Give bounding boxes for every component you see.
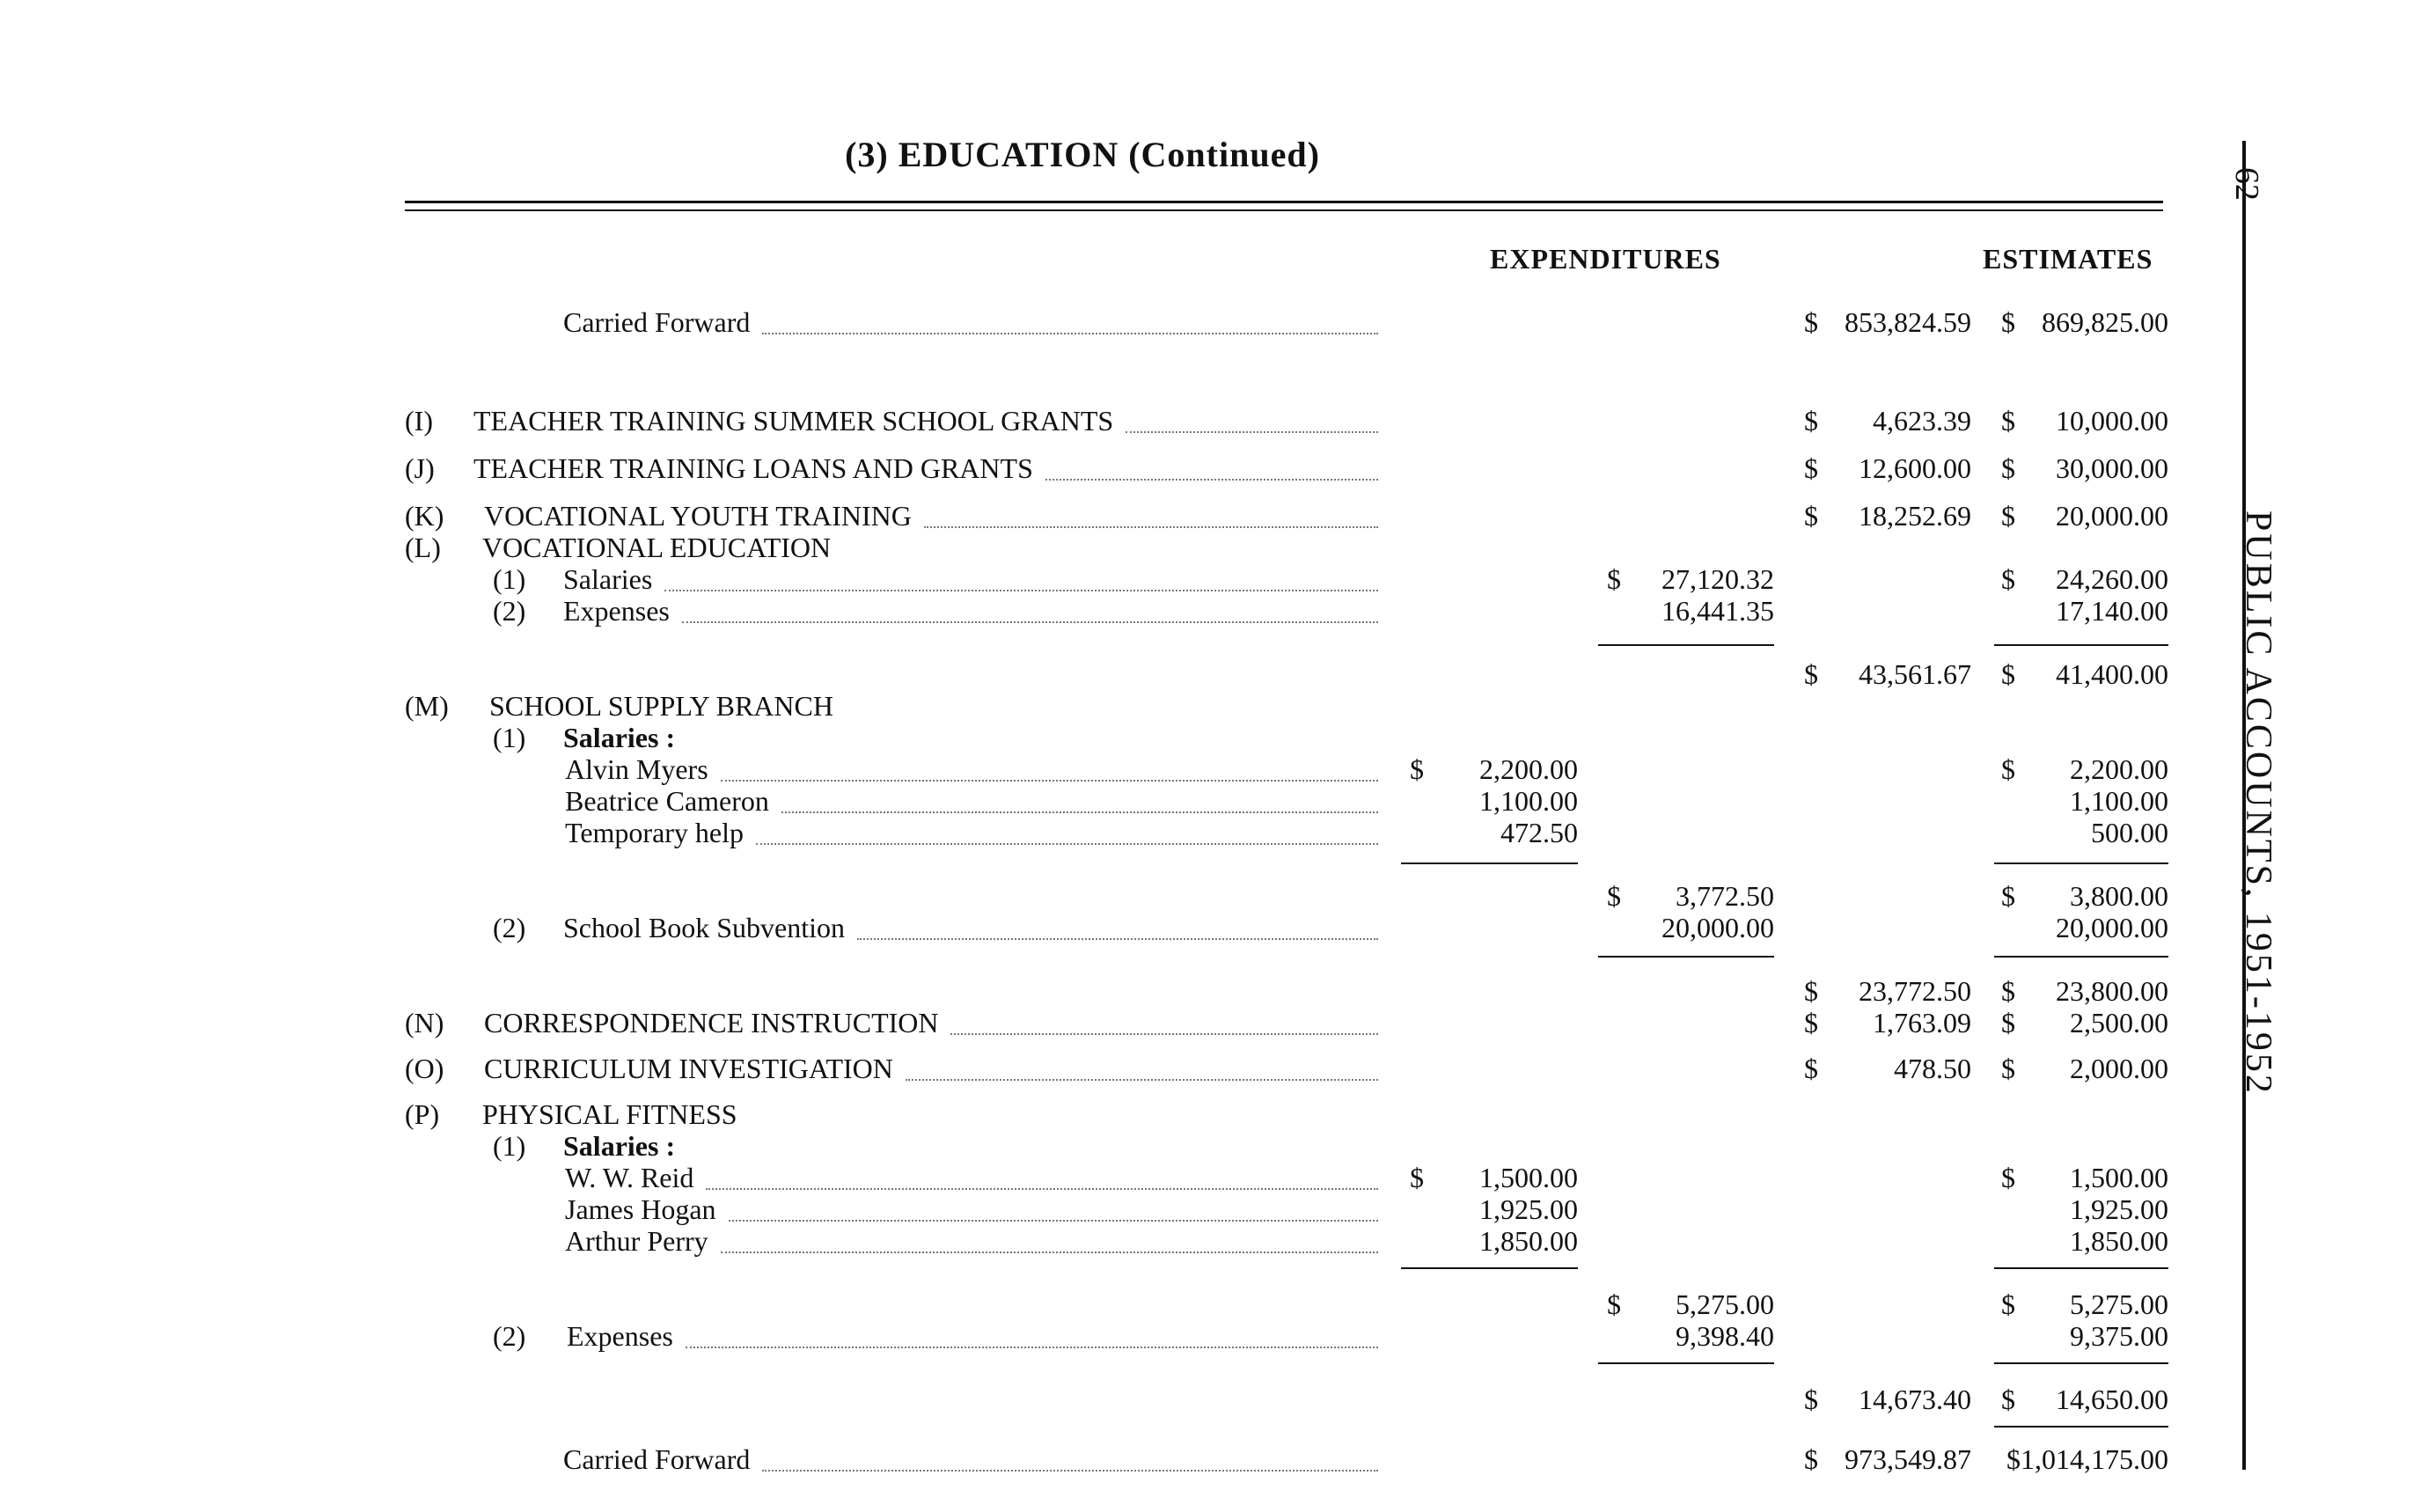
line-label: CORRESPONDENCE INSTRUCTION (484, 1007, 939, 1039)
line-label: Arthur Perry (565, 1225, 708, 1257)
table-row (0, 405, 2242, 437)
line-label: Expenses (567, 1320, 673, 1352)
total-underline (1994, 1267, 2168, 1269)
sub-amount: 27,120.32 (1661, 563, 1774, 595)
est-amount: 23,800.00 (2056, 975, 2168, 1007)
est-currency: $ (2001, 1053, 2015, 1084)
est-currency: $ (2001, 1162, 2015, 1193)
est-amount: 30,000.00 (2056, 452, 2168, 484)
total-currency: $ (1804, 1384, 1818, 1415)
total-amount: 23,772.50 (1859, 975, 1971, 1007)
line-label: Carried Forward (563, 1443, 751, 1475)
page-title: (3) EDUCATION (Continued) (845, 135, 1320, 174)
table-row (0, 817, 2242, 848)
est-currency: $ (2001, 306, 2015, 338)
section-code: (K) (405, 500, 444, 532)
section-code: (P) (405, 1098, 440, 1130)
total-currency: $ (1804, 1007, 1818, 1039)
est-amount: 3,800.00 (2070, 880, 2168, 912)
dot-leader (721, 753, 1378, 782)
dot-leader (756, 817, 1378, 845)
total-underline (1994, 644, 2168, 646)
table-row (0, 1193, 2242, 1225)
total-underline (1598, 644, 1774, 646)
total-amount: 14,673.40 (1859, 1384, 1971, 1415)
page-number: 62 (2228, 167, 2265, 201)
total-amount: 853,824.59 (1845, 306, 1971, 338)
dot-leader (924, 500, 1378, 528)
dot-leader (762, 306, 1378, 334)
est-amount: 41,400.00 (2056, 658, 2168, 690)
est-amount: 500.00 (2091, 817, 2168, 848)
line-label: CURRICULUM INVESTIGATION (484, 1053, 893, 1084)
title-rule (405, 201, 2163, 203)
line-label: Temporary help (565, 817, 745, 848)
est-amount: 20,000.00 (2056, 500, 2168, 532)
table-row (0, 1384, 2242, 1415)
dot-leader (950, 1007, 1378, 1035)
item-number: (1) (493, 1130, 526, 1162)
dot-leader (706, 1162, 1378, 1190)
total-underline (1994, 1426, 2168, 1428)
sub-amount: 5,275.00 (1676, 1288, 1774, 1320)
item-currency: $ (1410, 1162, 1424, 1193)
item-number: (2) (493, 912, 526, 943)
total-amount: 18,252.69 (1859, 500, 1971, 532)
line-label: School Book Subvention (563, 912, 846, 943)
estimates-heading: ESTIMATES (1983, 243, 2153, 275)
table-row (0, 722, 2242, 753)
est-currency: $ (2001, 1007, 2015, 1039)
table-row (0, 1288, 2242, 1320)
dot-leader (664, 563, 1378, 591)
line-label: SCHOOL SUPPLY BRANCH (489, 690, 833, 722)
est-currency: $ (2001, 405, 2015, 437)
est-currency: $ (2001, 753, 2015, 785)
table-row (0, 785, 2242, 817)
table-row (0, 658, 2242, 690)
total-currency: $ (1804, 452, 1818, 484)
dot-leader (857, 912, 1378, 940)
est-amount: 1,850.00 (2070, 1225, 2168, 1257)
total-underline (1598, 956, 1774, 958)
total-underline (1401, 862, 1578, 864)
line-label: Expenses (563, 595, 670, 627)
est-amount: 2,200.00 (2070, 753, 2168, 785)
total-amount: 4,623.39 (1873, 405, 1971, 437)
table-row (0, 563, 2242, 595)
line-label: Salaries : (563, 1130, 676, 1162)
table-row (0, 690, 2242, 722)
total-currency: $ (1804, 306, 1818, 338)
line-label: PHYSICAL FITNESS (482, 1098, 737, 1130)
sub-amount: 20,000.00 (1661, 912, 1774, 943)
expenditures-heading: EXPENDITURES (1490, 243, 1721, 275)
est-currency: $ (2001, 1288, 2015, 1320)
total-underline (1598, 1362, 1774, 1364)
est-amount: 1,500.00 (2070, 1162, 2168, 1193)
table-row (0, 452, 2242, 484)
line-label: TEACHER TRAINING LOANS AND GRANTS (473, 452, 1033, 484)
dot-leader (1126, 405, 1378, 433)
dot-leader (906, 1053, 1378, 1081)
line-label: Carried Forward (563, 306, 751, 338)
total-currency: $ (1804, 975, 1818, 1007)
est-currency: $ (2001, 1384, 2015, 1415)
table-row (0, 1162, 2242, 1193)
sub-currency: $ (1607, 563, 1621, 595)
est-amount: $1,014,175.00 (2006, 1443, 2168, 1475)
est-amount: 2,000.00 (2070, 1053, 2168, 1084)
est-amount: 869,825.00 (2042, 306, 2168, 338)
table-row (0, 975, 2242, 1007)
dot-leader (686, 1320, 1378, 1348)
total-underline (1994, 1362, 2168, 1364)
est-amount: 9,375.00 (2070, 1320, 2168, 1352)
est-currency: $ (2001, 975, 2015, 1007)
total-currency: $ (1804, 1053, 1818, 1084)
total-currency: $ (1804, 658, 1818, 690)
table-row (0, 532, 2242, 563)
table-row (0, 1130, 2242, 1162)
total-amount: 478.50 (1894, 1053, 1971, 1084)
total-amount: 1,763.09 (1873, 1007, 1971, 1039)
line-label: James Hogan (565, 1193, 716, 1225)
est-currency: $ (2001, 452, 2015, 484)
line-label: Alvin Myers (565, 753, 708, 785)
est-amount: 5,275.00 (2070, 1288, 2168, 1320)
section-code: (M) (405, 690, 449, 722)
item-amount: 2,200.00 (1479, 753, 1578, 785)
table-row (0, 880, 2242, 912)
title-rule-thin (405, 209, 2163, 211)
est-amount: 20,000.00 (2056, 912, 2168, 943)
sub-amount: 16,441.35 (1661, 595, 1774, 627)
running-title: PUBLIC ACCOUNTS, 1951-1952 (2238, 510, 2278, 1096)
item-number: (2) (493, 1320, 526, 1352)
item-amount: 472.50 (1500, 817, 1578, 848)
dot-leader (781, 785, 1378, 813)
total-amount: 43,561.67 (1859, 658, 1971, 690)
table-row (0, 1098, 2242, 1130)
est-currency: $ (2001, 658, 2015, 690)
table-row (0, 306, 2242, 338)
est-amount: 1,925.00 (2070, 1193, 2168, 1225)
total-amount: 973,549.87 (1845, 1443, 1971, 1475)
total-currency: $ (1804, 500, 1818, 532)
section-code: (O) (405, 1053, 444, 1084)
section-code: (L) (405, 532, 441, 563)
est-amount: 2,500.00 (2070, 1007, 2168, 1039)
item-amount: 1,500.00 (1479, 1162, 1578, 1193)
table-row (0, 1320, 2242, 1352)
section-code: (I) (405, 405, 433, 437)
line-label: W. W. Reid (565, 1162, 694, 1193)
table-row (0, 1053, 2242, 1084)
table-row (0, 753, 2242, 785)
dot-leader (721, 1225, 1378, 1253)
dot-leader (729, 1193, 1378, 1222)
sub-currency: $ (1607, 880, 1621, 912)
est-amount: 10,000.00 (2056, 405, 2168, 437)
section-code: (N) (405, 1007, 444, 1039)
section-code: (J) (405, 452, 435, 484)
sub-currency: $ (1607, 1288, 1621, 1320)
est-currency: $ (2001, 880, 2015, 912)
est-amount: 24,260.00 (2056, 563, 2168, 595)
table-row (0, 595, 2242, 627)
est-amount: 14,650.00 (2056, 1384, 2168, 1415)
total-currency: $ (1804, 405, 1818, 437)
total-underline (1401, 1267, 1578, 1269)
table-row (0, 500, 2242, 532)
est-amount: 17,140.00 (2056, 595, 2168, 627)
line-label: TEACHER TRAINING SUMMER SCHOOL GRANTS (473, 405, 1114, 437)
dot-leader (762, 1443, 1378, 1472)
line-label: Beatrice Cameron (565, 785, 769, 817)
line-label: Salaries : (563, 722, 676, 753)
total-amount: 12,600.00 (1859, 452, 1971, 484)
total-underline (1994, 956, 2168, 958)
item-amount: 1,100.00 (1479, 785, 1578, 817)
dot-leader (1045, 452, 1378, 481)
item-number: (1) (493, 563, 526, 595)
table-row (0, 1007, 2242, 1039)
item-amount: 1,925.00 (1479, 1193, 1578, 1225)
item-number: (2) (493, 595, 526, 627)
est-amount: 1,100.00 (2070, 785, 2168, 817)
item-currency: $ (1410, 753, 1424, 785)
table-row (0, 1225, 2242, 1257)
item-amount: 1,850.00 (1479, 1225, 1578, 1257)
item-number: (1) (493, 722, 526, 753)
sub-amount: 9,398.40 (1676, 1320, 1774, 1352)
est-currency: $ (2001, 563, 2015, 595)
est-currency: $ (2001, 500, 2015, 532)
total-underline (1994, 862, 2168, 864)
table-row (0, 912, 2242, 943)
table-row (0, 1443, 2242, 1475)
line-label: Salaries (563, 563, 653, 595)
line-label: VOCATIONAL YOUTH TRAINING (484, 500, 912, 532)
dot-leader (682, 595, 1378, 623)
total-currency: $ (1804, 1443, 1818, 1475)
sub-amount: 3,772.50 (1676, 880, 1774, 912)
line-label: VOCATIONAL EDUCATION (482, 532, 832, 563)
